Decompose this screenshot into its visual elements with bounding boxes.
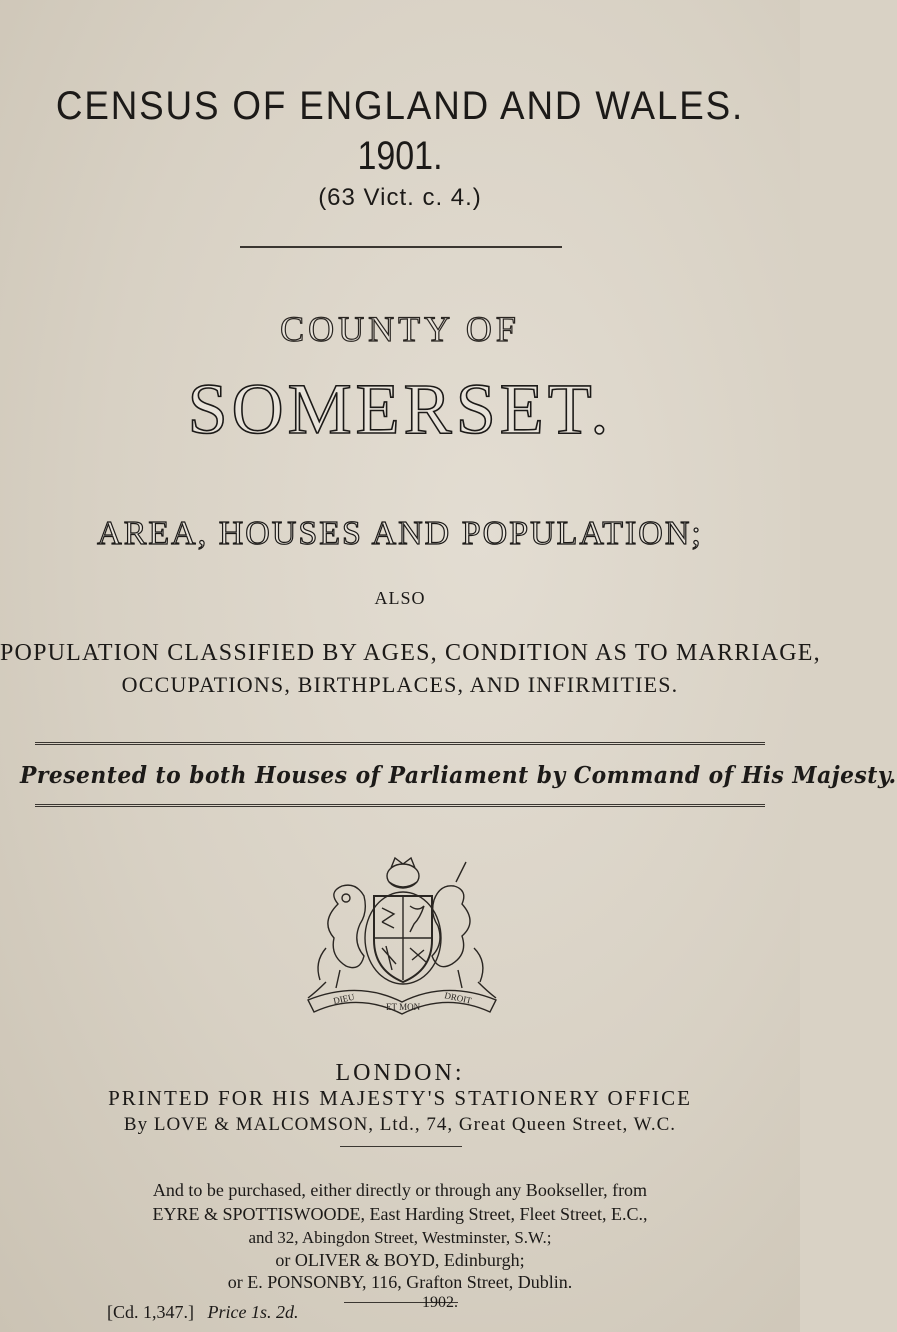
act-reference: (63 Vict. c. 4.) (318, 184, 482, 211)
motto-mid: ET MON (386, 1002, 421, 1012)
imprint-printer: By LOVE & MALCOMSON, Ltd., 74, Great Queen Street, W.C. (123, 1114, 677, 1135)
imprint-printed-for: PRINTED FOR HIS MAJESTY'S STATIONERY OFFICE (108, 1086, 692, 1110)
seller-ponsonby: or E. PONSONBY, 116, Grafton Street, Dublin. (227, 1272, 573, 1292)
seller-eyre-address: and 32, Abingdon Street, Westminster, S.W.; (248, 1228, 552, 1247)
imprint-city: LONDON: (335, 1060, 465, 1086)
purchase-intro: And to be purchased, either directly or through any Bookseller, from (152, 1180, 648, 1200)
census-title: CENSUS OF ENGLAND AND WALES. (55, 84, 745, 128)
divider-rule (240, 246, 562, 248)
seller-oliver: or OLIVER & BOYD, Edinburgh; (275, 1250, 525, 1270)
motto-left: DIEU (332, 991, 356, 1006)
presented-line: Presented to both Houses of Parliament by Command of His Majesty. (20, 762, 897, 789)
report-subtitle: AREA, HOUSES AND POPULATION; (97, 515, 703, 552)
imprint-rule (340, 1146, 462, 1147)
print-year: 1902. (422, 1294, 458, 1311)
also-label: ALSO (374, 588, 426, 608)
census-year: 1901. (357, 134, 443, 178)
motto-right: DROIT (443, 990, 473, 1006)
royal-coat-of-arms-icon (268, 852, 536, 1020)
presented-rule-top (35, 742, 765, 745)
seller-eyre: EYRE & SPOTTISWOODE, East Harding Street, Fleet Street, E.C., (152, 1204, 648, 1224)
classified-line-1: POPULATION CLASSIFIED BY AGES, CONDITION AS TO MARRIAGE, (0, 640, 821, 666)
command-paper-number: [Cd. 1,347.] (107, 1302, 194, 1322)
classified-line-2: OCCUPATIONS, BIRTHPLACES, AND INFIRMITIES. (121, 672, 679, 697)
price: Price 1s. 2d. (207, 1302, 299, 1322)
county-prefix: COUNTY OF (280, 309, 520, 349)
presented-rule-bottom (35, 804, 765, 807)
county-name: SOMERSET. (187, 369, 613, 449)
